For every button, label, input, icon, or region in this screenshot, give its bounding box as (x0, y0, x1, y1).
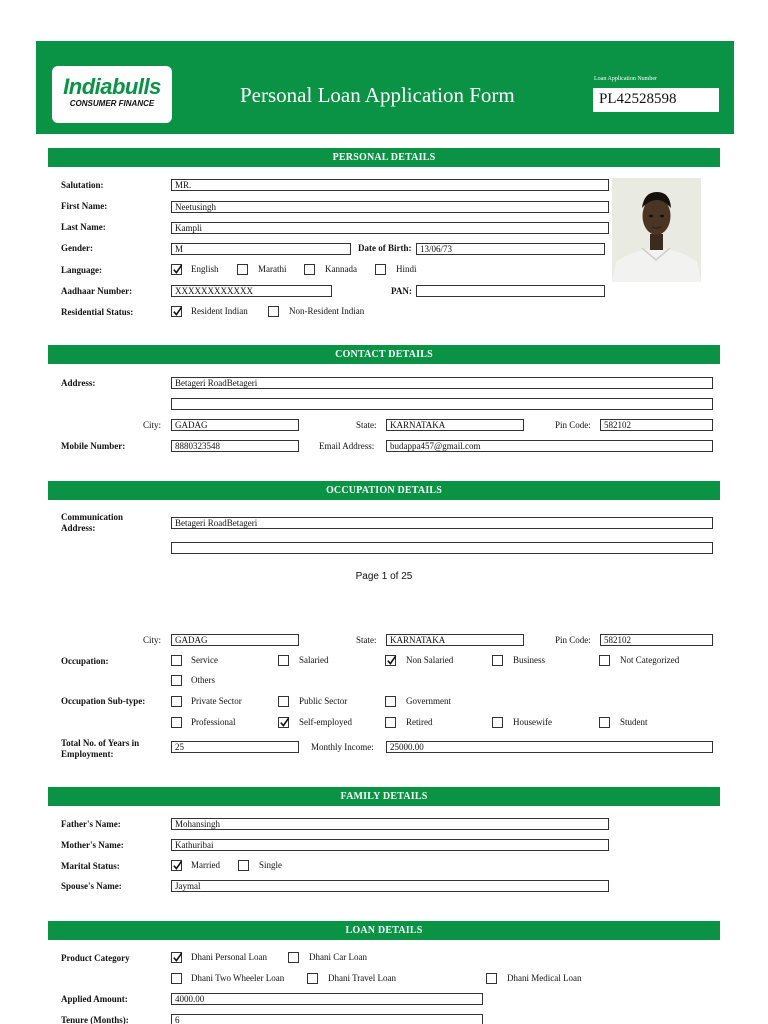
product-travel-loan-label: Dhani Travel Loan (328, 973, 396, 983)
mobile-field[interactable]: 8880323548 (171, 440, 299, 452)
spouse-name-field[interactable]: Jaymal (171, 880, 609, 892)
loan-details-heading: LOAN DETAILS (48, 921, 720, 940)
contact-state-label: State: (356, 420, 377, 430)
page-number: Page 1 of 25 (355, 571, 413, 582)
product-category-label: Product Category (61, 953, 130, 963)
contact-city-label: City: (143, 420, 162, 430)
contact-details-heading: CONTACT DETAILS (48, 345, 720, 364)
occupation-not-categorized-label: Not Categorized (620, 655, 680, 665)
subtype-government-checkbox[interactable] (385, 696, 396, 707)
checkmark-icon (172, 952, 183, 963)
subtype-housewife-label: Housewife (513, 717, 552, 727)
occupation-pin-field[interactable]: 582102 (600, 634, 713, 646)
occupation-others-checkbox[interactable] (171, 675, 182, 686)
product-personal-loan-checkbox[interactable] (171, 952, 182, 963)
occupation-non-salaried-label: Non Salaried (406, 655, 454, 665)
marital-single-checkbox[interactable] (238, 860, 249, 871)
loan-application-number-label: Loan Application Number (594, 76, 657, 82)
language-english-checkbox[interactable] (171, 264, 182, 275)
years-in-employment-label-line1: Total No. of Years in (61, 738, 140, 748)
language-english-label: English (191, 264, 219, 274)
address-line2-field[interactable] (171, 398, 713, 410)
applied-amount-label: Applied Amount: (61, 994, 128, 1004)
subtype-public-sector-label: Public Sector (299, 696, 348, 706)
language-label: Language: (61, 265, 103, 275)
communication-address-label-line1: Communication (61, 512, 124, 522)
spouse-name-label: Spouse's Name: (61, 881, 122, 891)
monthly-income-label: Monthly Income: (311, 742, 374, 752)
father-name-label: Father's Name: (61, 819, 121, 829)
subtype-private-sector-label: Private Sector (191, 696, 242, 706)
subtype-retired-checkbox[interactable] (385, 717, 396, 728)
mother-name-field[interactable]: Kathuribai (171, 839, 609, 851)
occupation-city-label: City: (143, 635, 162, 645)
last-name-field[interactable]: Kampli (171, 222, 609, 234)
occupation-city-field[interactable]: GADAG (171, 634, 299, 646)
personal-details-heading: PERSONAL DETAILS (48, 148, 720, 167)
subtype-housewife-checkbox[interactable] (492, 717, 503, 728)
contact-pin-label: Pin Code: (555, 420, 591, 430)
checkmark-icon (279, 717, 290, 728)
non-resident-indian-label: Non-Resident Indian (289, 306, 365, 316)
first-name-label: First Name: (61, 201, 108, 211)
applicant-photo-image (612, 178, 701, 282)
product-medical-loan-label: Dhani Medical Loan (507, 973, 582, 983)
gender-label: Gender: (61, 243, 93, 253)
form-header (36, 41, 734, 134)
product-medical-loan-checkbox[interactable] (486, 973, 497, 984)
language-hindi-checkbox[interactable] (375, 264, 386, 275)
resident-indian-label: Resident Indian (191, 306, 248, 316)
marital-married-checkbox[interactable] (171, 860, 182, 871)
checkmark-icon (172, 264, 183, 275)
checkmark-icon (172, 860, 183, 871)
contact-pin-field[interactable]: 582102 (600, 419, 713, 431)
occupation-subtype-label: Occupation Sub-type: (61, 696, 146, 706)
occupation-others-label: Others (191, 675, 215, 685)
occupation-salaried-checkbox[interactable] (278, 655, 289, 666)
communication-address-label-line2: Address: (61, 523, 96, 533)
dob-label: Date of Birth: (358, 243, 412, 253)
subtype-retired-label: Retired (406, 717, 433, 727)
aadhaar-field[interactable]: XXXXXXXXXXXX (171, 285, 332, 297)
subtype-professional-label: Professional (191, 717, 236, 727)
marital-status-label: Marital Status: (61, 861, 120, 871)
occupation-business-checkbox[interactable] (492, 655, 503, 666)
product-two-wheeler-loan-checkbox[interactable] (171, 973, 182, 984)
mobile-label: Mobile Number: (61, 441, 126, 451)
occupation-label: Occupation: (61, 656, 109, 666)
subtype-self-employed-checkbox[interactable] (278, 717, 289, 728)
contact-city-field[interactable]: GADAG (171, 419, 299, 431)
product-car-loan-checkbox[interactable] (288, 952, 299, 963)
occupation-state-label: State: (356, 635, 377, 645)
checkmark-icon (172, 306, 183, 317)
occupation-not-categorized-checkbox[interactable] (599, 655, 610, 666)
resident-indian-checkbox[interactable] (171, 306, 182, 317)
product-personal-loan-label: Dhani Personal Loan (191, 952, 267, 962)
occupation-service-label: Service (191, 655, 218, 665)
occupation-business-label: Business (513, 655, 546, 665)
email-field[interactable]: budappa457@gmail.com (386, 440, 713, 452)
family-details-heading: FAMILY DETAILS (48, 787, 720, 806)
subtype-self-employed-label: Self-employed (299, 717, 352, 727)
communication-address-line2-field[interactable] (171, 542, 713, 554)
subtype-professional-checkbox[interactable] (171, 717, 182, 728)
email-label: Email Address: (319, 441, 375, 451)
years-in-employment-field[interactable]: 25 (171, 741, 299, 753)
last-name-label: Last Name: (61, 222, 106, 232)
language-hindi-label: Hindi (396, 264, 417, 274)
tenure-field[interactable]: 6 (171, 1014, 483, 1024)
marital-married-label: Married (191, 860, 220, 870)
logo-brand: Indiabulls (63, 74, 161, 99)
subtype-student-checkbox[interactable] (599, 717, 610, 728)
product-travel-loan-checkbox[interactable] (307, 973, 318, 984)
occupation-state-field[interactable]: KARNATAKA (386, 634, 524, 646)
salutation-label: Salutation: (61, 180, 104, 190)
occupation-details-heading: OCCUPATION DETAILS (48, 481, 720, 500)
communication-address-line1-field[interactable]: Betageri RoadBetageri (171, 517, 713, 529)
loan-application-number-field[interactable]: PL42528598 (593, 88, 719, 112)
language-marathi-checkbox[interactable] (237, 264, 248, 275)
residential-status-label: Residential Status: (61, 307, 134, 317)
contact-state-field[interactable]: KARNATAKA (386, 419, 524, 431)
logo-subtitle: CONSUMER FINANCE (69, 99, 155, 108)
product-two-wheeler-loan-label: Dhani Two Wheeler Loan (191, 973, 285, 983)
pan-field[interactable] (416, 285, 605, 297)
language-marathi-label: Marathi (258, 264, 287, 274)
language-kannada-checkbox[interactable] (304, 264, 315, 275)
address-line1-field[interactable]: Betageri RoadBetageri (171, 377, 713, 389)
occupation-non-salaried-checkbox[interactable] (385, 655, 396, 666)
checkmark-icon (386, 655, 397, 666)
father-name-field[interactable]: Mohansingh (171, 818, 609, 830)
salutation-field[interactable]: MR. (171, 179, 609, 191)
occupation-service-checkbox[interactable] (171, 655, 182, 666)
address-label: Address: (61, 378, 96, 388)
dob-field[interactable]: 13/06/73 (416, 243, 605, 255)
subtype-public-sector-checkbox[interactable] (278, 696, 289, 707)
pan-label: PAN: (391, 286, 412, 296)
product-car-loan-label: Dhani Car Loan (309, 952, 367, 962)
years-in-employment-label-line2: Employment: (61, 749, 114, 759)
subtype-private-sector-checkbox[interactable] (171, 696, 182, 707)
aadhaar-label: Aadhaar Number: (61, 286, 133, 296)
monthly-income-field[interactable]: 25000.00 (386, 741, 713, 753)
subtype-student-label: Student (620, 717, 648, 727)
applied-amount-field[interactable]: 4000.00 (171, 993, 483, 1005)
non-resident-indian-checkbox[interactable] (268, 306, 279, 317)
marital-single-label: Single (259, 860, 283, 870)
company-logo (52, 66, 172, 123)
form-title: Personal Loan Application Form (240, 83, 515, 107)
subtype-government-label: Government (406, 696, 451, 706)
applicant-photo (612, 178, 701, 282)
language-kannada-label: Kannada (325, 264, 357, 274)
occupation-pin-label: Pin Code: (555, 635, 591, 645)
tenure-label: Tenure (Months): (61, 1015, 129, 1024)
first-name-field[interactable]: Neetusingh (171, 201, 609, 213)
gender-field[interactable]: M (171, 243, 351, 255)
occupation-salaried-label: Salaried (299, 655, 329, 665)
mother-name-label: Mother's Name: (61, 840, 124, 850)
